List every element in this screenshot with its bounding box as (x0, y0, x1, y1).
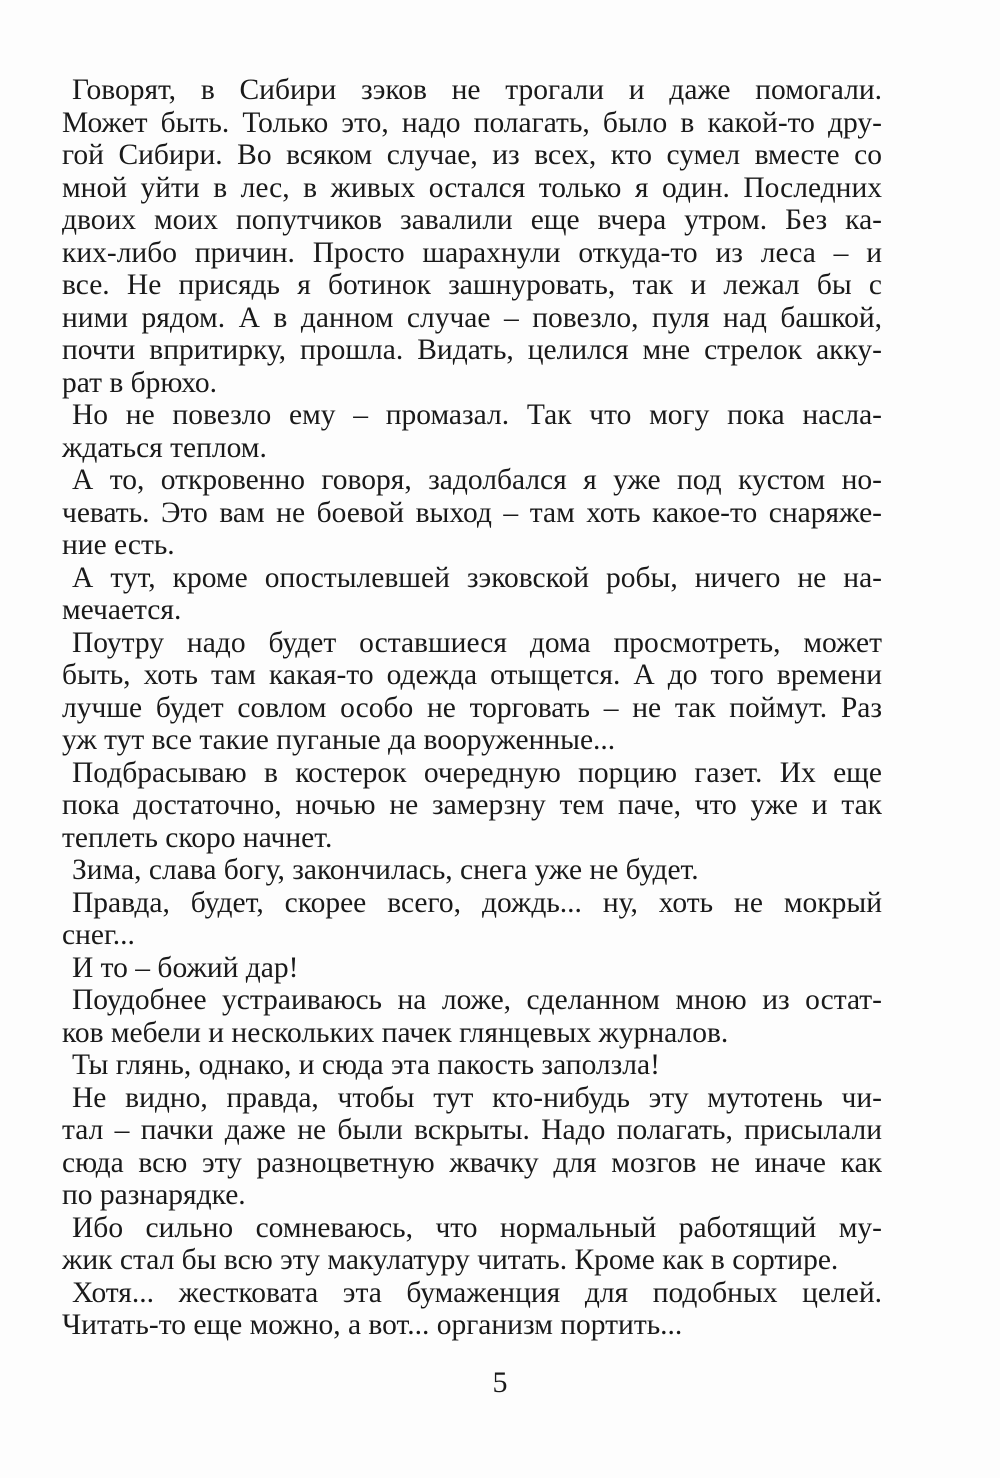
text-line: Поудобнее устраиваюсь на ложе, сделанном мною из остат- (72, 984, 882, 1016)
text-line: тал – пачки даже не были вскрыты. Надо полагать, присылали (62, 1114, 882, 1146)
text-line: пока достаточно, ночью не замерзну тем паче, что уже и так (62, 789, 882, 821)
paragraph (62, 464, 882, 562)
text-line: ков мебели и нескольких пачек глянцевых журналов. (62, 1016, 729, 1049)
text-line: Не видно, правда, чтобы тут кто-нибудь эту мутотень чи- (72, 1081, 882, 1114)
text-line: почти впритирку, прошла. Видать, целился мне стрелок акку- (62, 334, 882, 366)
text-line: все. Не присядь я ботинок зашнуровать, так и лежал бы с (62, 269, 882, 301)
text-line: Говорят, в Сибири зэков не трогали и даже помогали. (72, 74, 882, 106)
text-line: А то, откровенно говоря, задолбался я уже под кустом но- (72, 464, 882, 496)
text-line: ких-либо причин. Просто шарахнули откуда-то из леса – и (62, 236, 882, 269)
text-line: Зима, слава богу, закончилась, снега уже не будет. (72, 854, 699, 886)
paragraph (62, 952, 882, 985)
text-line: по разнарядке. (62, 1179, 246, 1211)
paragraph (62, 1212, 882, 1277)
text-line: И то – божий дар! (72, 951, 299, 984)
paragraph (62, 1277, 882, 1342)
text-line: мечается. (62, 594, 182, 626)
text-line: Читать-то еще можно, а вот... организм портить... (62, 1309, 683, 1341)
page-number: 5 (492, 1366, 508, 1399)
paragraph (62, 757, 882, 855)
paragraph (62, 984, 882, 1049)
text-line: А тут, кроме опостылевшей зэковской робы, ничего не на- (72, 561, 882, 594)
text-line: ждаться теплом. (62, 431, 267, 464)
paragraph (62, 627, 882, 757)
text-line: сюда всю эту разноцветную жвачку для мозгов не иначе как (62, 1146, 882, 1179)
text-line: Ибо сильно сомневаюсь, что нормальный работящий му- (72, 1211, 882, 1244)
text-line: ние есть. (62, 529, 175, 561)
text-line: Хотя... жестковата эта бумаженция для подобных целей. (72, 1276, 882, 1309)
text-line: двоих моих попутчиков завалили еще вчера утром. Без ка- (62, 204, 882, 236)
text-line: Но не повезло ему – промазал. Так что могу пока насла- (72, 399, 882, 431)
text-line: чевать. Это вам не боевой выход – там хоть какое-то снаряже- (62, 496, 882, 529)
paragraph (62, 1082, 882, 1212)
text-line: Правда, будет, скорее всего, дождь... ну, хоть не мокрый (72, 886, 882, 919)
paragraph (62, 1049, 882, 1082)
paragraph (62, 887, 882, 952)
text-line: Подбрасываю в костерок очередную порцию газет. Их еще (72, 756, 882, 789)
text-line: Может быть. Только это, надо полагать, было в какой-то дру- (62, 106, 882, 139)
text-line: гой Сибири. Во всяком случае, из всех, кто сумел вместе со (62, 139, 882, 171)
text-line: жик стал бы всю эту макулатуру читать. Кроме как в сортире. (62, 1244, 839, 1276)
text-line: уж тут все такие пуганые да вооруженные... (62, 724, 616, 756)
text-line: мной уйти в лес, в живых остался только я один. Последних (62, 171, 882, 204)
paragraph (62, 399, 882, 464)
body-text (62, 74, 882, 1342)
text-line: лучше будет совлом особо не торговать – не так поймут. Раз (62, 691, 882, 724)
text-line: быть, хоть там какая-то одежда отыщется. А до того времени (62, 659, 882, 691)
paragraph (62, 74, 882, 399)
text-line: ними рядом. А в данном случае – повезло, пуля над башкой, (62, 301, 882, 334)
text-line: снег... (62, 919, 135, 951)
paragraph (62, 562, 882, 627)
paragraph (62, 854, 882, 887)
text-line: Поутру надо будет оставшиеся дома просмотреть, может (72, 626, 882, 659)
text-line: теплеть скоро начнет. (62, 821, 333, 854)
text-line: рат в брюхо. (62, 366, 218, 399)
text-line: Ты глянь, однако, и сюда эта пакость заползла! (72, 1049, 660, 1081)
